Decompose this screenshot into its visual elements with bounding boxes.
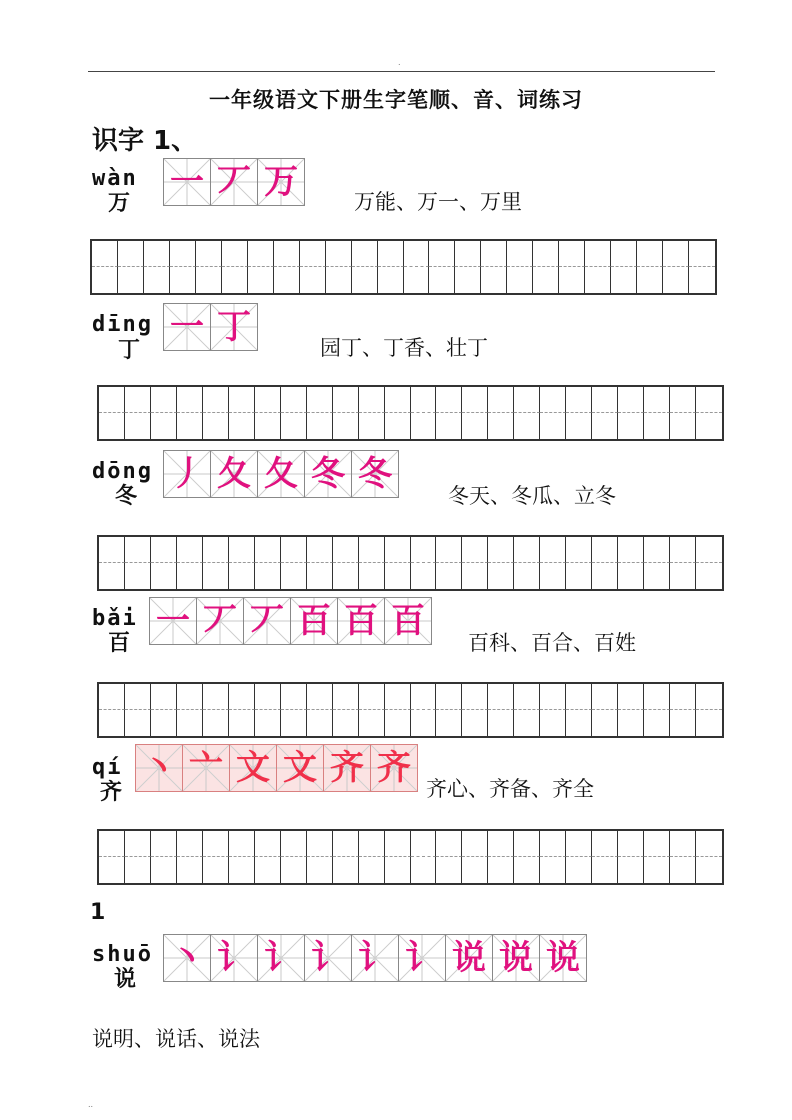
stroke-cell: 齐 bbox=[323, 744, 371, 792]
stroke-cell: 冬 bbox=[351, 450, 399, 498]
stroke-order-boxes bbox=[135, 744, 417, 792]
header-rule bbox=[88, 71, 715, 72]
practice-grid[interactable] bbox=[97, 682, 724, 738]
stroke-cell: 一 bbox=[163, 303, 211, 351]
example-words: 万能、万一、万里 bbox=[354, 190, 522, 214]
stroke-cell: 夂 bbox=[210, 450, 258, 498]
stroke-cell: 亠 bbox=[182, 744, 230, 792]
stroke-cell: 文 bbox=[229, 744, 277, 792]
character: 万 bbox=[108, 191, 131, 216]
stroke-cell: 丶 bbox=[163, 934, 211, 982]
stroke-cell: 丆 bbox=[196, 597, 244, 645]
stroke-cell: 讠 bbox=[257, 934, 305, 982]
character: 百 bbox=[108, 631, 131, 656]
stroke-cell: 丆 bbox=[243, 597, 291, 645]
practice-grid[interactable] bbox=[97, 829, 724, 885]
stroke-cell: 一 bbox=[149, 597, 197, 645]
stroke-cell: 万 bbox=[257, 158, 305, 206]
pinyin: qí bbox=[92, 755, 123, 780]
stroke-cell: 丆 bbox=[210, 158, 258, 206]
stroke-cell: 丶 bbox=[135, 744, 183, 792]
stroke-order-boxes bbox=[163, 158, 304, 206]
stroke-order-boxes bbox=[149, 597, 431, 645]
stroke-cell: 百 bbox=[384, 597, 432, 645]
stroke-order-boxes bbox=[163, 934, 586, 982]
stroke-cell: 夂 bbox=[257, 450, 305, 498]
pinyin: dīng bbox=[92, 312, 153, 337]
stroke-cell: 冬 bbox=[304, 450, 352, 498]
pinyin: wàn bbox=[92, 166, 138, 191]
stroke-cell: 百 bbox=[290, 597, 338, 645]
stroke-cell: 说 bbox=[539, 934, 587, 982]
example-words: 冬天、冬瓜、立冬 bbox=[448, 484, 616, 508]
stroke-cell: 丿 bbox=[163, 450, 211, 498]
stroke-cell: 讠 bbox=[304, 934, 352, 982]
stroke-cell: 讠 bbox=[210, 934, 258, 982]
stroke-cell: 齐 bbox=[370, 744, 418, 792]
practice-grid[interactable] bbox=[90, 239, 717, 295]
stroke-cell: 丁 bbox=[210, 303, 258, 351]
example-words: 百科、百合、百姓 bbox=[468, 631, 636, 655]
example-words: 园丁、丁香、壮丁 bbox=[320, 336, 488, 360]
character: 丁 bbox=[118, 338, 141, 363]
stroke-cell: 文 bbox=[276, 744, 324, 792]
section-title: 识字 1、 bbox=[92, 126, 198, 156]
character: 齐 bbox=[100, 780, 123, 805]
page-title: 一年级语文下册生字笔顺、音、词练习 bbox=[209, 88, 583, 112]
stroke-cell: 讠 bbox=[351, 934, 399, 982]
stroke-cell: 一 bbox=[163, 158, 211, 206]
stroke-cell: 说 bbox=[492, 934, 540, 982]
practice-grid[interactable] bbox=[97, 535, 724, 591]
stroke-cell: 说 bbox=[445, 934, 493, 982]
stroke-cell: 百 bbox=[337, 597, 385, 645]
pinyin: bǎi bbox=[92, 606, 138, 631]
practice-grid[interactable] bbox=[97, 385, 724, 441]
pinyin: dōng bbox=[92, 459, 153, 484]
stroke-cell: 讠 bbox=[398, 934, 446, 982]
bottom-dot: .. bbox=[88, 1100, 94, 1109]
pinyin: shuō bbox=[92, 942, 153, 967]
character: 说 bbox=[114, 967, 137, 992]
character: 冬 bbox=[115, 484, 138, 509]
top-dot: . bbox=[398, 58, 401, 67]
stroke-order-boxes bbox=[163, 450, 398, 498]
page-number: 1 bbox=[90, 900, 106, 925]
stroke-order-boxes bbox=[163, 303, 257, 351]
example-words: 齐心、齐备、齐全 bbox=[426, 777, 594, 801]
example-words: 说明、说话、说法 bbox=[92, 1027, 260, 1051]
